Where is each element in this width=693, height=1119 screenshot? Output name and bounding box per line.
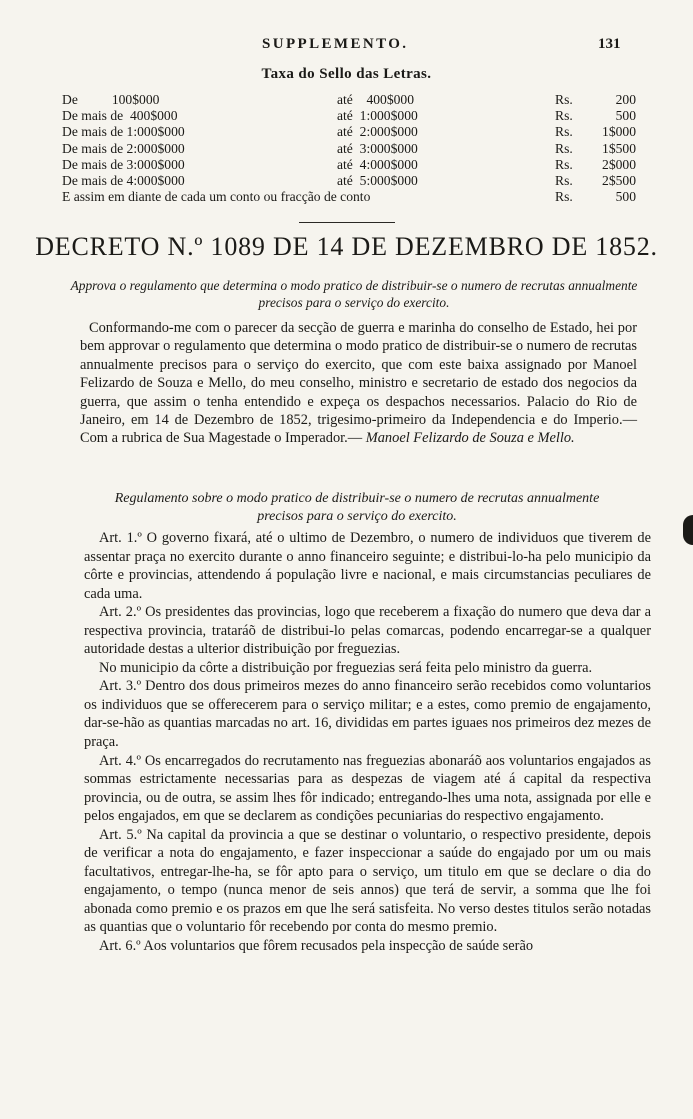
tax-row: [62, 92, 642, 108]
tax-range-to: até 2:000$000: [337, 124, 418, 140]
tax-range-note: E assim em diante de cada um conto ou fracção de conto: [62, 189, 371, 205]
running-title: SUPPLEMENTO.: [262, 36, 409, 52]
tax-currency: Rs.: [555, 172, 573, 188]
regulation-title: Regulamento sobre o modo pratico de distribuir-se o numero de recrutas annualmente precisos para o serviço do exercito.: [114, 491, 600, 524]
decree-title: DECRETO N.º 1089 DE 14 DE DEZEMBRO DE 1852.: [35, 232, 658, 261]
tax-row: [62, 173, 642, 189]
tax-value: 1$000: [602, 124, 636, 140]
tax-currency: Rs.: [555, 92, 573, 107]
tax-range-to: até 4:000$000: [337, 156, 418, 172]
tax-value: 200: [615, 92, 636, 107]
tax-range-from: De mais de 2:000$000: [62, 140, 185, 156]
tax-row: [62, 108, 642, 124]
tax-row: [62, 141, 642, 157]
article-paragraph: Art. 2.º Os presidentes das provincias, logo que receberem a fixação do numero que deva dar a respectiva provincia, trataráõ de distribui-lo pelas comarcas, podendo encarregar-se a qualquer autoridade destas a ulterior distribuição por freguezias.: [84, 604, 651, 658]
section-divider: [299, 222, 395, 223]
tax-table: [62, 92, 642, 205]
tax-value: 500: [615, 108, 636, 124]
article-paragraph: No municipio da côrte a distribuição por freguezias será feita pelo ministro da guerra.: [99, 659, 593, 676]
tax-range-to: até 3:000$000: [337, 140, 418, 156]
tax-row: [62, 157, 642, 173]
tax-range-to: até 5:000$000: [337, 172, 418, 188]
tax-value: 2$000: [602, 156, 636, 172]
tax-currency: Rs.: [555, 108, 573, 124]
decree-paragraph: [80, 319, 637, 448]
tax-range-from: De 100$000: [62, 92, 160, 107]
decree-summary: Approva o regulamento que determina o modo pratico de distribuir-se o numero de recrutas annualmente precisos para o serviço do exercito.: [70, 278, 638, 310]
decree-body: [80, 319, 637, 448]
page-header: [0, 36, 693, 58]
article-paragraph: Art. 1.º O governo fixará, até o ultimo de Dezembro, o numero de individuos que tiverem de assentar praça no exercito durante o anno financeiro seguinte; e distribui-lo-ha pelo municipio da côrte e provincias, attendendo á população livre e nacional, e mais circumstancias peculiares de cada uma.: [84, 530, 651, 602]
tax-row: [62, 124, 642, 140]
tax-range-from: De mais de 4:000$000: [62, 172, 185, 188]
regulation-articles: [84, 529, 651, 956]
edge-ink-mark: [683, 515, 693, 545]
tax-range-from: De mais de 400$000: [62, 108, 178, 124]
article-paragraph: Art. 4.º Os encarregados do recrutamento nas freguezias abonaráõ aos voluntarios engajados as sommas estrictamente necessarias para as despezas de viagem até á capital da respectiva provincia, ou de outra, se assim lhes fôr indicado; entregando-lhes uma nota, assignada por elle e pelos engajados, em que se declarem as condições pecuniarias do respectivo engajamento.: [84, 752, 651, 825]
tax-range-to: até 400$000: [337, 92, 415, 107]
decree-signer: Manoel Felizardo de Souza e Mello.: [365, 430, 575, 447]
tax-currency: Rs.: [555, 189, 573, 205]
tax-currency: Rs.: [555, 140, 573, 156]
decree-text: Conformando-me com o parecer da secção de guerra e marinha do conselho de Estado, hei por bem approvar o regulamento que determina o modo pratico de distribuir-se o numero de recrutas annualmente precisos para o serviço do exercito, que com este baixa assignado por Manoel Felizardo de Souza e Mello, do meu conselho, ministro e secretario de estado dos negocios da guerra, que assim o tenha entendido e expeça os despachos necessarios. Palacio do Rio de Janeiro, em 14 de Dezembro de 1852, trigesimo-primeiro da Independencia e do Imperio.— Com a rubrica de Sua Magestade o Imperador.—: [80, 320, 637, 447]
article-paragraph: Art. 3.º Dentro dos dous primeiros mezes do anno financeiro serão recebidos como voluntarios os individuos que se offerecerem para o serviço militar; e a estes, como premio de engajamento, dar-se-hão as quantias marcadas no art. 16, divididas em partes iguaes nos primeiros dez mezes de praça.: [84, 678, 651, 751]
page-number: 131: [598, 36, 621, 52]
article-paragraph: Art. 6.º Aos voluntarios que fôrem recusados pela inspecção de saúde serão: [99, 938, 534, 955]
tax-range-to: até 1:000$000: [337, 108, 418, 124]
tax-value: 500: [615, 189, 636, 205]
tax-range-from: De mais de 3:000$000: [62, 156, 185, 172]
tax-table-title: Taxa do Sello das Letras.: [261, 66, 432, 82]
tax-currency: Rs.: [555, 156, 573, 172]
tax-value: 1$500: [602, 140, 636, 156]
article-paragraph: Art. 5.º Na capital da provincia a que se destinar o voluntario, o respectivo presidente, depois de verificar a nota do engajamento, e fazer inspeccionar a saúde do engajado por um ou mais facultativos, entregar-lhe-ha, se fôr apto para o serviço, um titulo em que se declare o dia do engajamento, o tempo (nunca menor de seis annos) que terá de servir, a somma que lhe foi abonada como premio e os prazos em que lhe será satisfeita. No verso destes titulos serão notadas as quantias que o voluntario fôr recebendo por conta do mesmo premio.: [84, 826, 651, 936]
tax-row: [62, 189, 642, 205]
tax-range-from: De mais de 1:000$000: [62, 124, 185, 140]
tax-currency: Rs.: [555, 124, 573, 140]
tax-value: 2$500: [602, 172, 636, 188]
